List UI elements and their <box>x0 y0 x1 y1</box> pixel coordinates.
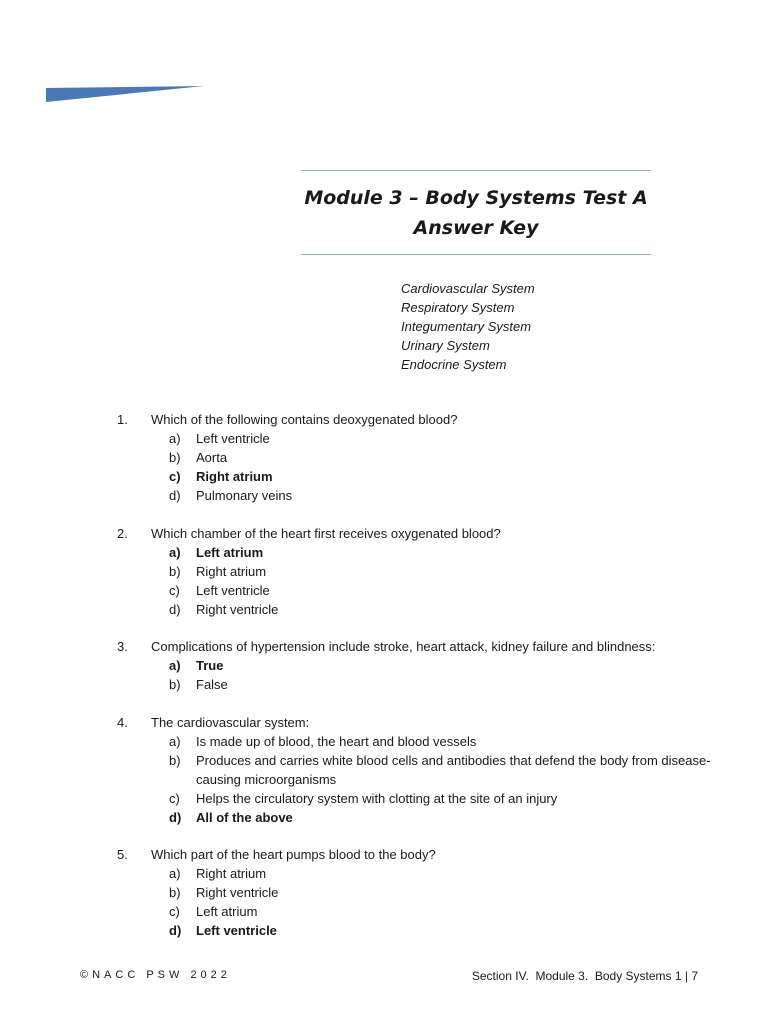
answer-options <box>169 732 714 827</box>
correct-answer-option <box>169 543 714 562</box>
question-text: Which of the following contains deoxygenated blood? <box>151 412 458 427</box>
option-text: All of the above <box>196 809 293 825</box>
answer-options <box>169 656 714 694</box>
question-5 <box>114 845 714 940</box>
answer-option <box>169 486 714 505</box>
option-letter: d) <box>169 601 181 617</box>
answer-option <box>169 902 714 921</box>
option-text: Pulmonary veins <box>196 488 293 503</box>
option-letter: c) <box>169 904 180 919</box>
correct-answer-option <box>169 656 714 675</box>
option-letter: b) <box>169 885 181 900</box>
answer-option <box>169 864 714 883</box>
title-top-rule <box>301 170 651 171</box>
option-text: Is made up of blood, the heart and blood vessels <box>196 733 477 749</box>
option-letter: a) <box>169 733 181 749</box>
footer-copyright: ©NACC PSW 2022 <box>80 969 231 981</box>
title-line-1: Module 3 – Body Systems Test A <box>304 187 648 209</box>
option-letter: b) <box>169 563 181 579</box>
footer-section-page: Section IV. Module 3. Body Systems 1 | 7 <box>471 969 698 983</box>
option-letter: c) <box>169 469 181 484</box>
title-line-2: Answer Key <box>413 217 539 239</box>
answer-options <box>169 543 714 619</box>
option-text: Right atrium <box>196 469 273 484</box>
option-text: False <box>196 677 228 692</box>
option-text: Left ventricle <box>196 923 277 938</box>
option-text: Produces and carries white blood cells and antibodies that defend the body from disease-causing microorganisms <box>196 752 711 787</box>
answer-option <box>169 600 714 619</box>
option-letter: d) <box>169 488 181 503</box>
option-letter: c) <box>169 790 180 806</box>
question-1 <box>114 410 714 505</box>
question-number: 4. <box>117 714 128 730</box>
system-item: Endocrine System <box>401 357 507 372</box>
option-text: Right ventricle <box>196 601 279 617</box>
answer-option <box>169 883 714 902</box>
option-text: Right ventricle <box>196 885 279 900</box>
correct-answer-option <box>169 808 714 827</box>
option-letter: b) <box>169 450 181 465</box>
system-item: Respiratory System <box>401 300 515 315</box>
answer-options <box>169 429 714 505</box>
question-3 <box>114 637 714 694</box>
option-text: Left ventricle <box>196 582 270 598</box>
question-list <box>114 410 714 959</box>
answer-option <box>169 448 714 467</box>
option-letter: c) <box>169 582 180 598</box>
option-text: Right atrium <box>196 563 267 579</box>
answer-option <box>169 562 714 581</box>
answer-option <box>169 751 714 789</box>
page-title <box>301 183 651 243</box>
header-accent-bar <box>46 86 204 102</box>
option-letter: a) <box>169 866 181 881</box>
question-number: 5. <box>117 847 128 862</box>
system-item: Integumentary System <box>401 319 532 334</box>
option-text: Aorta <box>196 450 228 465</box>
option-letter: a) <box>169 544 181 560</box>
option-text: Helps the circulatory system with clotting at the site of an injury <box>196 790 558 806</box>
answer-option <box>169 429 714 448</box>
question-text: The cardiovascular system: <box>151 714 310 730</box>
system-item: Cardiovascular System <box>401 281 535 296</box>
option-letter: b) <box>169 752 181 768</box>
question-text: Which chamber of the heart first receives oxygenated blood? <box>151 525 501 541</box>
title-bottom-rule <box>301 254 651 255</box>
answer-options <box>169 864 714 940</box>
option-letter: d) <box>169 809 182 825</box>
answer-option <box>169 675 714 694</box>
option-letter: b) <box>169 677 181 692</box>
answer-option <box>169 581 714 600</box>
option-letter: a) <box>169 658 181 673</box>
answer-option <box>169 732 714 751</box>
answer-option <box>169 789 714 808</box>
option-text: Left atrium <box>196 904 258 919</box>
option-letter: a) <box>169 431 181 446</box>
question-text: Which part of the heart pumps blood to the body? <box>151 847 436 862</box>
option-text: Left ventricle <box>196 431 270 446</box>
question-text: Complications of hypertension include stroke, heart attack, kidney failure and blindness: <box>151 639 656 654</box>
question-number: 3. <box>117 639 128 654</box>
question-number: 2. <box>117 525 128 541</box>
question-number: 1. <box>117 412 128 427</box>
question-2 <box>114 524 714 619</box>
correct-answer-option <box>169 467 714 486</box>
option-letter: d) <box>169 923 182 938</box>
option-text: Left atrium <box>196 544 264 560</box>
option-text: Right atrium <box>196 866 267 881</box>
question-4 <box>114 713 714 827</box>
option-text: True <box>196 658 224 673</box>
correct-answer-option <box>169 921 714 940</box>
system-item: Urinary System <box>401 338 490 353</box>
systems-list <box>401 279 535 374</box>
